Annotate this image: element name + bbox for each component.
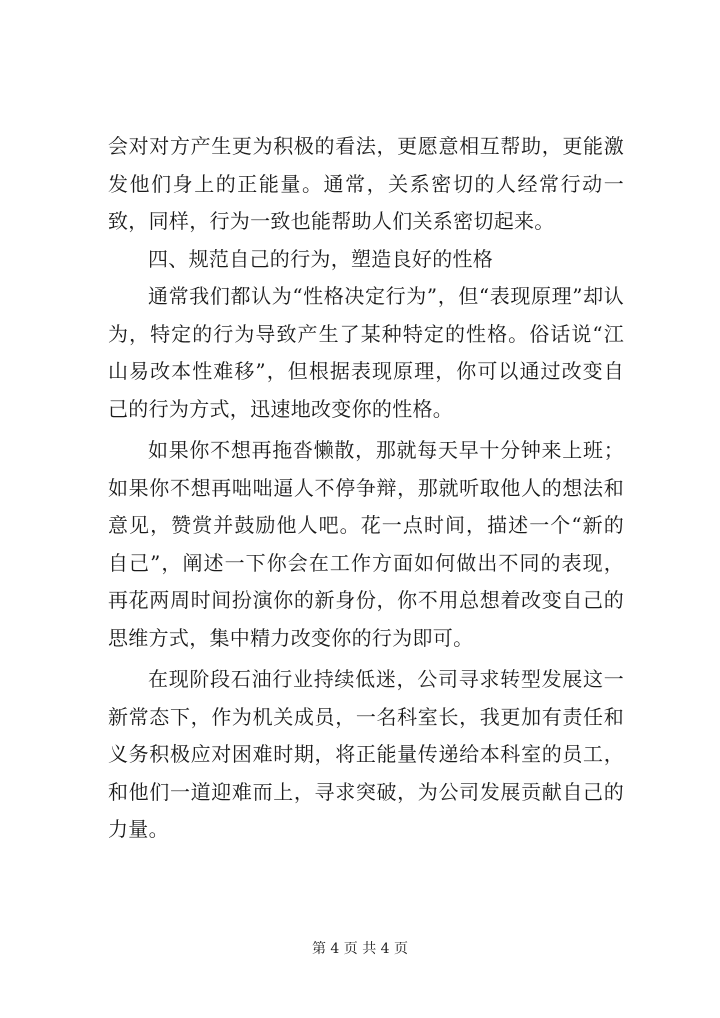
page-number-footer: 第 4 页 共 4 页	[311, 941, 409, 957]
document-body	[108, 128, 624, 849]
paragraph-continuation: 会对对方产生更为积极的看法，更愿意相互帮助，更能激发他们身上的正能量。通常，关系密切的人经常行动一致，同样，行为一致也能帮助人们关系密切起来。	[108, 134, 624, 233]
paragraph-principle: 通常我们都认为“性格决定行为”，但“表现原理”却认为，特定的行为导致产生了某种特定的性格。俗话说“江山易改本性难移”，但根据表现原理，你可以通过改变自己的行为方式，迅速地改变你的性格。	[108, 284, 624, 421]
section-heading: 四、规范自己的行为，塑造良好的性格	[148, 246, 494, 271]
paragraph-conclusion: 在现阶段石油行业持续低迷，公司寻求转型发展这一新常态下，作为机关成员，一名科室长，我更加有责任和义务积极应对困难时期，将正能量传递给本科室的员工，和他们一道迎难而上，寻求突破，为公司发展贡献自己的力量。	[108, 667, 624, 841]
paragraph-example: 如果你不想再拖沓懒散，那就每天早十分钟来上班；如果你不想再咄咄逼人不停争辩，那就听取他人的想法和意见，赞赏并鼓励他人吧。花一点时间，描述一个“新的自己”，阐述一下你会在工作方面如何做出不同的表现，再花两周时间扮演你的新身份，你不用总想着改变自己的思维方式，集中精力改变你的行为即可。	[108, 438, 624, 650]
